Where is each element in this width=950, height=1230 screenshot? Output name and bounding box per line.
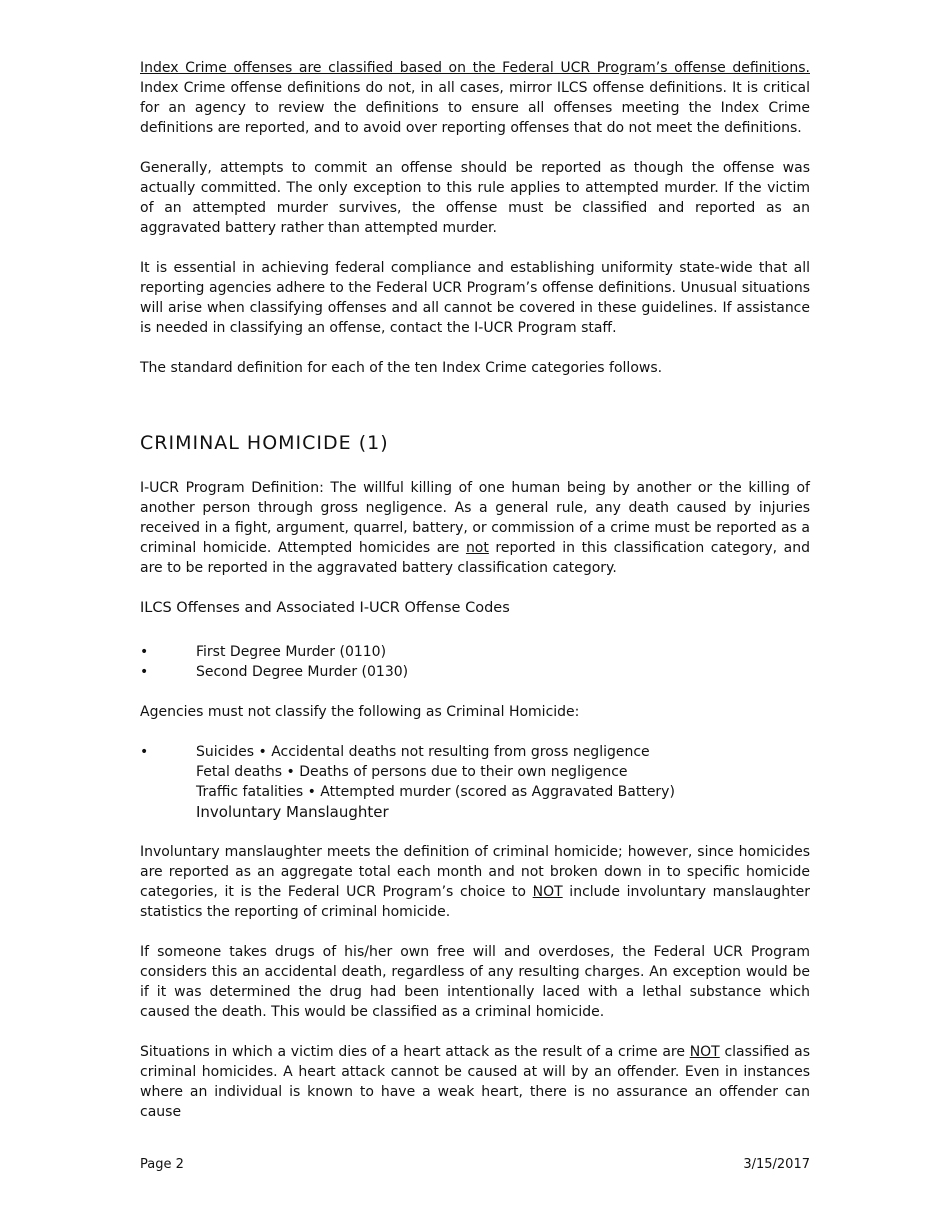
underlined-lead-sentence: Index Crime offenses are classified based on the Federal UCR Program’s offense definitions.	[140, 60, 810, 76]
page-number: Page 2	[140, 1157, 184, 1172]
bullet: •	[140, 664, 149, 680]
intro-paragraph-2: Generally, attempts to commit an offense should be reported as though the offense was actually committed. The only exception to this rule applies to attempted murder. If the victim of an attempted murder survives, the offense must be classified and reported as an aggravated battery rather than attempted murder.	[140, 160, 810, 236]
ilcs-subheading: ILCS Offenses and Associated I-UCR Offense Codes	[140, 600, 510, 616]
exclusions-intro: Agencies must not classify the following as Criminal Homicide:	[140, 704, 580, 720]
heart-attack-paragraph: Situations in which a victim dies of a heart attack as the result of a crime are NOT classified as criminal homicides. A heart attack cannot be caused at will by an offender. Even in instances where an individual is known to have a weak heart, there is no assurance an offender can cause	[140, 1044, 810, 1120]
offense-list	[140, 642, 810, 682]
definition-label: I-UCR Program Definition:	[140, 480, 324, 496]
section-heading: CRIMINAL HOMICIDE (1)	[140, 432, 389, 454]
definition-paragraph: I-UCR Program Definition: The willful killing of one human being by another or the killing of another person through gross negligence. As a general rule, any death caused by injuries received in a fight, argument, quarrel, battery, or commission of a crime must be reported as a criminal homicide. Attempted homicides are not reported in this classification category, and are to be reported in the aggravated battery classification category.	[140, 480, 810, 576]
footer-date: 3/15/2017	[743, 1157, 810, 1172]
drug-overdose-paragraph: If someone takes drugs of his/her own free will and overdoses, the Federal UCR Program considers this an accidental death, regardless of any resulting charges. An exception would be if it was determined the drug had been intentionally laced with a lethal substance which caused the death. This would be classified as a criminal homicide.	[140, 944, 810, 1020]
intro-paragraph-4: The standard definition for each of the ten Index Crime categories follows.	[140, 360, 663, 376]
list-item: • First Degree Murder (0110)	[140, 644, 387, 660]
involuntary-manslaughter-paragraph: Involuntary manslaughter meets the definition of criminal homicide; however, since homicides are reported as an aggregate total each month and not broken down in to specific homicide categories, it is the Federal UCR Program’s choice to NOT include involuntary manslaughter statistics the reporting of criminal homicide.	[140, 844, 810, 920]
document-page	[140, 58, 810, 1122]
exclusion-list	[140, 742, 810, 822]
intro-paragraph-1: Index Crime offenses are classified based on the Federal UCR Program’s offense definitions. Index Crime offense definitions do not, in all cases, mirror ILCS offense definitions. It is critical for an agency to review the definitions to ensure all offenses meeting the Index Crime definitions are reported, and to avoid over reporting offenses that do not meet the definitions.	[140, 60, 810, 136]
bullet: •	[140, 644, 149, 660]
list-item: • Second Degree Murder (0130)	[140, 664, 409, 680]
bullet: •	[140, 744, 149, 760]
intro-paragraph-3: It is essential in achieving federal compliance and establishing uniformity state-wide that all reporting agencies adhere to the Federal UCR Program’s offense definitions. Unusual situations will arise when classifying offenses and all cannot be covered in these guidelines. If assistance is needed in classifying an offense, contact the I-UCR Program staff.	[140, 260, 810, 336]
list-item: • Suicides • Accidental deaths not resulting from gross negligence Fetal deaths • Deaths of persons due to their own negligence Traffic fatalities • Attempted murder (scored as Aggravated Battery) Involuntary Manslaughter	[140, 744, 675, 821]
page-footer	[140, 1155, 810, 1175]
